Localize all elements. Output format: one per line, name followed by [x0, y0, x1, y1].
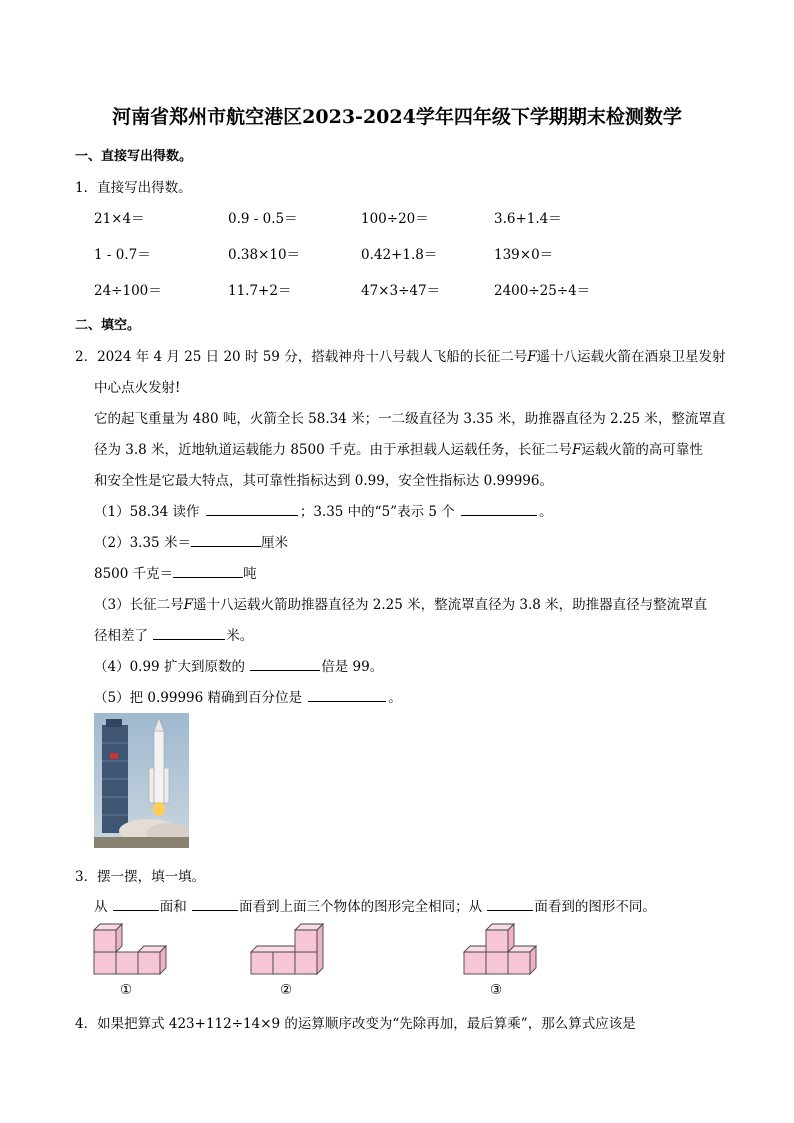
calc-item: 11.7+2＝ [228, 283, 292, 299]
figure-label: ② [280, 982, 293, 998]
cube-figure-3 [462, 922, 538, 978]
calc-item: 24÷100＝ [94, 283, 162, 299]
calc-item: 21×4＝ [94, 211, 145, 227]
calc-item: 2400÷25÷4＝ [494, 283, 591, 299]
subquestion-text: （1）58.34 读作 [94, 504, 200, 520]
answer-blank[interactable] [461, 503, 537, 516]
subquestion-text: 。 [388, 690, 402, 706]
subquestion-text: 米。 [226, 628, 254, 644]
subquestion-3: （3）长征二号𝐹遥十八运载火箭助推器直径为 2.25 米，整流罩直径为 3.8 米，助推器直径与整流罩直 [94, 597, 708, 613]
figure-label: ③ [490, 982, 503, 998]
question-2-text: 中心点火发射! [94, 380, 181, 396]
calc-item: 0.9 - 0.5＝ [228, 211, 298, 227]
subquestion-2 [94, 531, 288, 551]
calc-item: 3.6+1.4＝ [494, 211, 562, 227]
calc-item: 0.42+1.8＝ [361, 247, 438, 263]
answer-blank[interactable] [206, 503, 298, 516]
answer-blank[interactable] [173, 565, 243, 578]
question-2-text: 径为 3.8 米，近地轨道运载能力 8500 千克。由于承担载人运载任务，长征二号𝐹运载火箭的高可靠性 [94, 442, 703, 458]
cube-figure-2 [249, 922, 325, 978]
subquestion-text: （4）0.99 扩大到原数的 [94, 659, 245, 675]
subquestion-text: ；3.35 中的“5”表示 5 个 [299, 504, 455, 520]
subquestion-text: （5）把 0.99996 精确到百分位是 [94, 690, 302, 706]
subquestion-4 [94, 655, 383, 675]
answer-blank[interactable] [113, 898, 159, 911]
calc-item: 139×0＝ [494, 247, 554, 263]
section-heading-2: 二、填空。 [75, 318, 141, 333]
question-text: 面和 [159, 899, 187, 915]
calc-item: 1 - 0.7＝ [94, 247, 151, 263]
section-heading-1: 一、直接写出得数。 [75, 149, 193, 164]
answer-blank[interactable] [487, 898, 533, 911]
subquestion-text: 。 [539, 504, 553, 520]
question-1-stem: 1．直接写出得数。 [75, 180, 192, 196]
question-text: 面看到上面三个物体的图形完全相同；从 [239, 899, 483, 915]
question-3-line [94, 895, 656, 915]
calc-item: 47×3÷47＝ [361, 283, 441, 299]
answer-blank[interactable] [153, 627, 225, 640]
subquestion-text: 径相差了 [94, 628, 148, 644]
question-text: 从 [94, 899, 108, 915]
page-title: 河南省郑州市航空港区2023-2024学年四年级下学期期末检测数学 [112, 106, 682, 128]
subquestion-text: 倍是 99。 [321, 659, 384, 675]
answer-blank[interactable] [192, 898, 238, 911]
question-3-stem: 3．摆一摆，填一填。 [75, 869, 206, 885]
subquestion-text: 吨 [243, 566, 257, 582]
answer-blank[interactable] [308, 689, 386, 702]
calc-item: 0.38×10＝ [228, 247, 301, 263]
question-4-text: 4．如果把算式 423+112÷14×9 的运算顺序改变为“先除再加，最后算乘”，那么算式应该是 [75, 1016, 636, 1032]
answer-blank[interactable] [250, 658, 320, 671]
calc-item: 100÷20＝ [361, 211, 429, 227]
subquestion-text: 厘米 [260, 535, 288, 551]
question-2-text: 和安全性是它最大特点，其可靠性指标达到 0.99，安全性指标达 0.99996。 [94, 473, 553, 489]
subquestion-text: 8500 千克＝ [94, 566, 174, 582]
subquestion-1 [94, 500, 553, 520]
cube-figure-1 [92, 922, 168, 978]
question-text: 面看到的图形不同。 [534, 899, 656, 915]
question-2-text: 2．2024 年 4 月 25 日 20 时 59 分，搭载神舟十八号载人飞船的长征二号𝐹遥十八运载火箭在酒泉卫星发射 [75, 349, 726, 365]
figure-label: ① [120, 982, 133, 998]
subquestion-2b [94, 562, 257, 582]
answer-blank[interactable] [191, 534, 261, 547]
rocket-launch-photo [94, 713, 189, 848]
subquestion-5 [94, 686, 402, 706]
subquestion-text: （2）3.35 米＝ [94, 535, 191, 551]
question-2-text: 它的起飞重量为 480 吨，火箭全长 58.34 米；一二级直径为 3.35 米，助推器直径为 2.25 米，整流罩直 [94, 411, 726, 427]
subquestion-3b [94, 624, 253, 644]
